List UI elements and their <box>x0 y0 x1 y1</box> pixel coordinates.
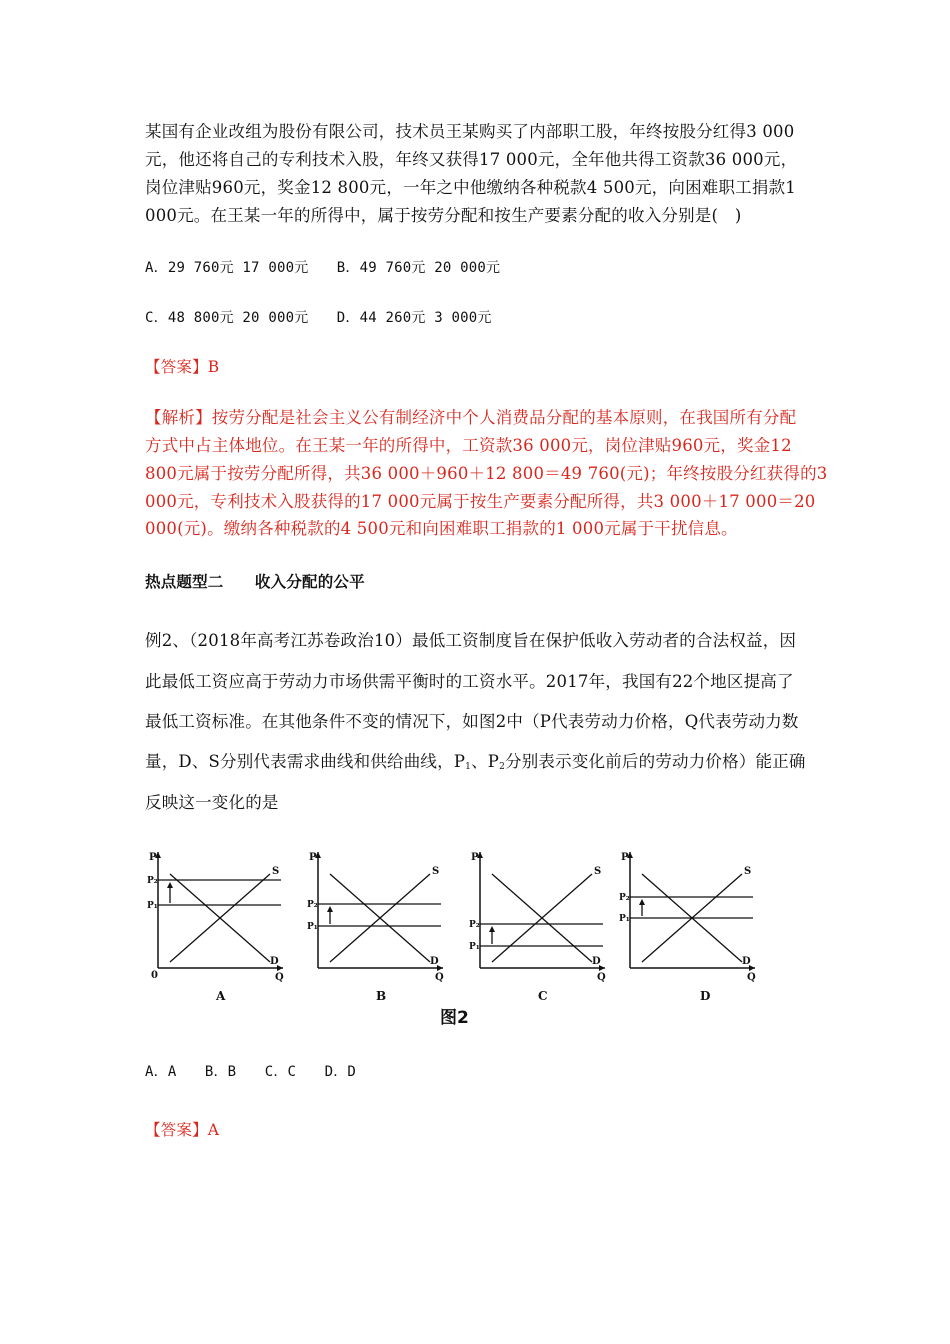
panel-d-p1-label: P₁ <box>619 914 630 924</box>
panel-b-demand-label: D <box>430 956 439 967</box>
q2-stem-line-2: 此最低工资应高于劳动力市场供需平衡时的工资水平。2017年，我国有22个地区提高了 <box>145 672 794 691</box>
panel-a-q-label: Q <box>275 972 284 983</box>
q1-stem-line-2: 元，他还将自己的专利技术入股，年终又获得17 000元，全年他共得工资款36 000元， <box>145 150 798 169</box>
panel-a-supply-label: S <box>272 866 280 877</box>
q1-stem-line-4: 000元。在王某一年的所得中，属于按劳分配和按生产要素分配的收入分别是( ) <box>145 206 742 225</box>
q1-options-row-2: C．48 800元 20 000元 D．44 260元 3 000元 <box>145 310 492 326</box>
panel-c-supply-label: S <box>594 866 602 877</box>
panel-c-title: C <box>538 989 548 1003</box>
panel-a-shift-arrow-icon <box>167 882 173 888</box>
panel-d-p2-label: P₂ <box>619 893 630 903</box>
panel-a-title: A <box>216 989 226 1003</box>
panel-c-p1-label: P₁ <box>469 942 480 952</box>
panel-a-origin: 0 <box>151 970 158 981</box>
panel-a-p2-label: P₂ <box>147 876 158 886</box>
q1-analysis-line-2: 方式中占主体地位。在王某一年的所得中，工资款36 000元，岗位津贴960元，奖金12 <box>145 436 792 455</box>
panel-b-title: B <box>376 989 387 1003</box>
q2-options: A．A B．B C．C D．D <box>145 1064 357 1080</box>
panel-a-demand-label: D <box>270 956 279 967</box>
panel-a-p-label: P <box>149 852 157 863</box>
panel-d-q-label: Q <box>747 972 756 983</box>
figure-2-caption: 图2 <box>440 1008 469 1028</box>
panel-c-p-label: P <box>471 852 479 863</box>
q2-stem-line-1: 例2、（2018年高考江苏卷政治10）最低工资制度旨在保护低收入劳动者的合法权益，因 <box>145 631 797 650</box>
q1-analysis-line-3: 800元属于按劳分配所得，共36 000＋960＋12 800＝49 760(元)；年终按股分红获得的3 <box>145 464 828 483</box>
panel-c-demand-label: D <box>592 956 601 967</box>
panel-c-shift-arrow-icon <box>489 926 495 932</box>
panel-d-title: D <box>700 989 711 1003</box>
panel-b-p2-label: P₂ <box>307 900 318 910</box>
q1-answer: 【答案】B <box>145 358 220 376</box>
q1-analysis-line-1: 【解析】按劳分配是社会主义公有制经济中个人消费品分配的基本原则，在我国所有分配 <box>145 408 797 427</box>
panel-d-p-label: P <box>621 852 629 863</box>
section-title: 热点题型二 收入分配的公平 <box>145 573 365 591</box>
panel-b-p-label: P <box>309 852 317 863</box>
panel-c-p2-label: P₂ <box>469 920 480 930</box>
panel-b-supply-label: S <box>432 866 440 877</box>
q1-options-row-1: A．29 760元 17 000元 B．49 760元 20 000元 <box>145 260 501 276</box>
q1-analysis-line-4: 000元，专利技术入股获得的17 000元属于按生产要素分配所得，共3 000＋17 000＝20 <box>145 492 816 511</box>
panel-a-p1-label: P₁ <box>147 901 158 911</box>
panel-d-demand-label: D <box>742 956 751 967</box>
panel-b-shift-arrow-icon <box>327 906 333 912</box>
q2-stem-line-3: 最低工资标准。在其他条件不变的情况下，如图2中（P代表劳动力价格，Q代表劳动力数 <box>145 712 799 731</box>
q1-stem-line-3: 岗位津贴960元，奖金12 800元，一年之中他缴纳各种税款4 500元，向困难职工捐款1 <box>145 178 796 197</box>
q2-stem-line-5: 反映这一变化的是 <box>145 793 279 812</box>
panel-b-p1-label: P₁ <box>307 922 318 932</box>
panel-d-supply-label: S <box>744 866 752 877</box>
q1-analysis-line-5: 000(元)。缴纳各种税款的4 500元和向困难职工捐款的1 000元属于干扰信息。 <box>145 519 738 538</box>
figure-2-panels <box>140 840 780 1010</box>
figure-2 <box>140 840 780 1030</box>
panel-b-q-label: Q <box>435 972 444 983</box>
q1-stem-line-1: 某国有企业改组为股份有限公司，技术员王某购买了内部职工股，年终按股分红得3 000 <box>145 122 795 141</box>
q2-stem-line-4: 量，D、S分别代表需求曲线和供给曲线，$P_1$、$P_2$分别表示变化前后的劳动力价格）能正确 <box>145 752 806 772</box>
q2-answer: 【答案】A <box>145 1121 220 1139</box>
panel-d-shift-arrow-icon <box>639 899 645 905</box>
panel-c-q-label: Q <box>597 972 606 983</box>
